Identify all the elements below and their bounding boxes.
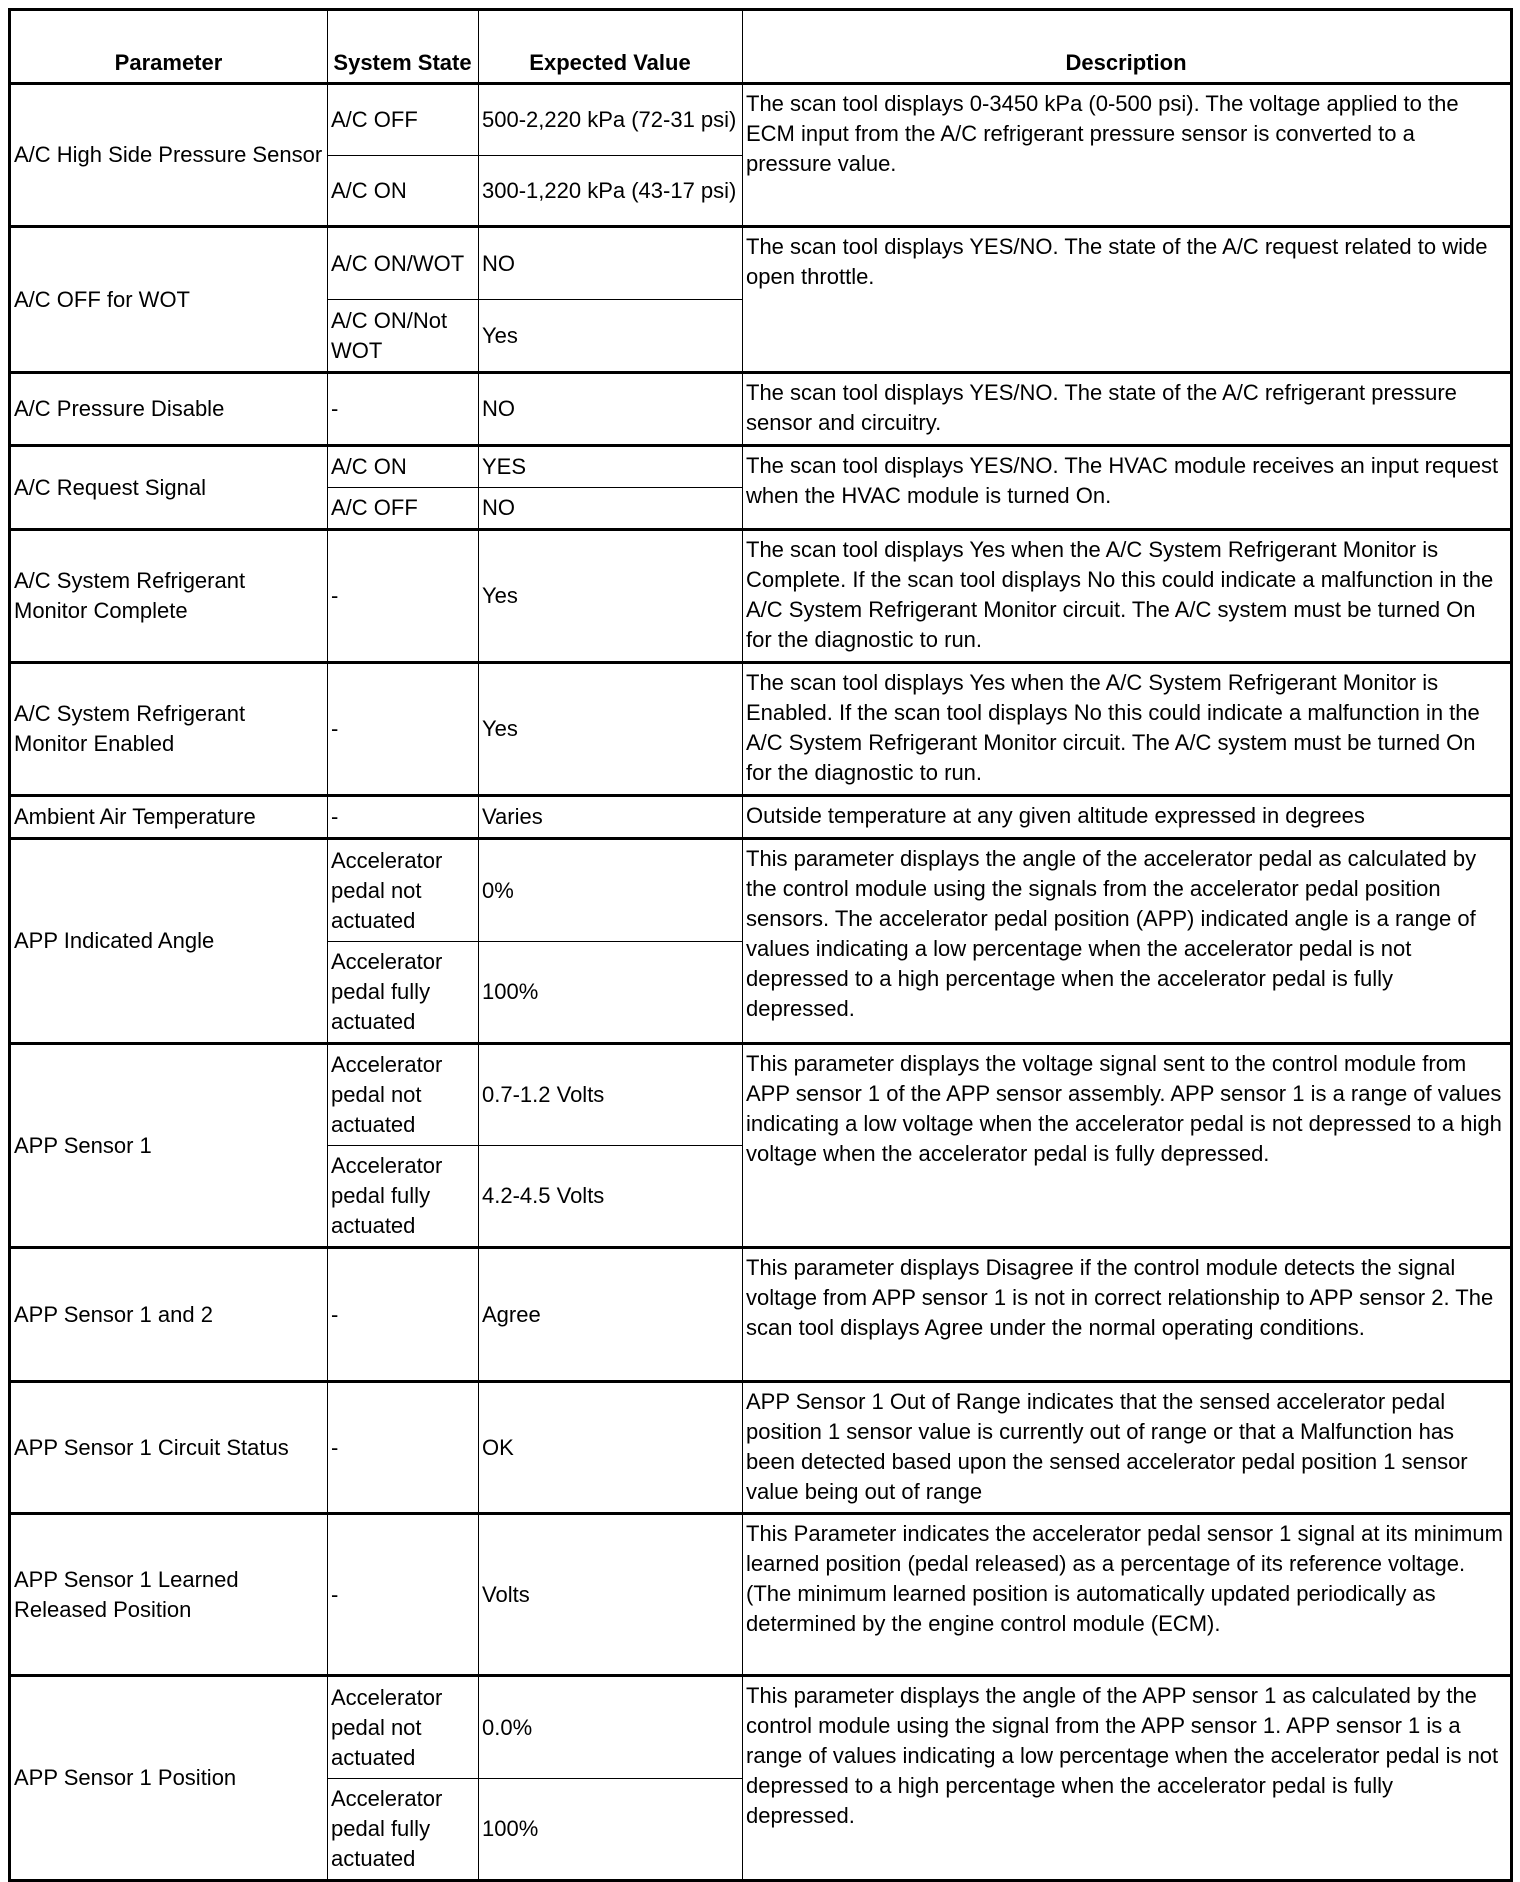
description: APP Sensor 1 Out of Range indicates that the sensed accelerator pedal position 1 sensor value is currently out of range or that a Malfunction has been detected based upon the sensed accelerator pedal position 1 sensor value being out of range <box>743 1382 1512 1514</box>
system-state: A/C ON/WOT <box>328 227 479 300</box>
description: The scan tool displays Yes when the A/C System Refrigerant Monitor is Complete. If the scan tool displays No this could indicate a malfunction in the A/C System Refrigerant Monitor circuit. The A/C system must be turned On for the diagnostic to run. <box>743 530 1512 663</box>
header-parameter: Parameter <box>10 10 328 84</box>
expected-value: 0.0% <box>479 1676 743 1779</box>
description: This parameter displays Disagree if the control module detects the signal voltage from APP sensor 1 is not in correct relationship to APP sensor 2. The scan tool displays Agree under the normal operating conditions. <box>743 1248 1512 1382</box>
system-state: - <box>328 1248 479 1382</box>
expected-value: 4.2-4.5 Volts <box>479 1146 743 1248</box>
description: This Parameter indicates the accelerator pedal sensor 1 signal at its minimum learned position (pedal released) as a percentage of its reference voltage. (The minimum learned position is automatically updated periodically as determined by the engine control module (ECM). <box>743 1514 1512 1676</box>
parameter-name: APP Sensor 1 Circuit Status <box>10 1382 328 1514</box>
expected-value: 300-1,220 kPa (43-17 psi) <box>479 156 743 227</box>
expected-value: OK <box>479 1382 743 1514</box>
system-state: A/C OFF <box>328 84 479 156</box>
description: The scan tool displays Yes when the A/C System Refrigerant Monitor is Enabled. If the scan tool displays No this could indicate a malfunction in the A/C System Refrigerant Monitor circuit. The A/C system must be turned On for the diagnostic to run. <box>743 663 1512 796</box>
table-row <box>10 373 1512 446</box>
header-expected-value: Expected Value <box>479 10 743 84</box>
system-state: A/C ON <box>328 446 479 488</box>
parameter-name: A/C System Refrigerant Monitor Complete <box>10 530 328 663</box>
expected-value: Yes <box>479 663 743 796</box>
table-row <box>10 1676 1512 1779</box>
description: The scan tool displays YES/NO. The HVAC module receives an input request when the HVAC module is turned On. <box>743 446 1512 530</box>
expected-value: Volts <box>479 1514 743 1676</box>
table-row <box>10 84 1512 156</box>
table-row <box>10 839 1512 942</box>
description: The scan tool displays YES/NO. The state of the A/C request related to wide open throttle. <box>743 227 1512 373</box>
expected-value: Yes <box>479 300 743 373</box>
expected-value: Varies <box>479 796 743 839</box>
table-row <box>10 1382 1512 1514</box>
table-row <box>10 796 1512 839</box>
parameter-name: Ambient Air Temperature <box>10 796 328 839</box>
expected-value: NO <box>479 227 743 300</box>
parameter-name: A/C Request Signal <box>10 446 328 530</box>
expected-value: 0.7-1.2 Volts <box>479 1044 743 1146</box>
system-state: Accelerator pedal not actuated <box>328 1044 479 1146</box>
header-description: Description <box>743 10 1512 84</box>
data-parameter-table <box>8 8 1513 1882</box>
parameter-name: APP Sensor 1 Position <box>10 1676 328 1881</box>
table-row <box>10 446 1512 488</box>
parameter-name: A/C System Refrigerant Monitor Enabled <box>10 663 328 796</box>
table-header-row <box>10 10 1512 84</box>
system-state: Accelerator pedal not actuated <box>328 1676 479 1779</box>
expected-value: Yes <box>479 530 743 663</box>
description: Outside temperature at any given altitude expressed in degrees <box>743 796 1512 839</box>
expected-value: YES <box>479 446 743 488</box>
system-state: - <box>328 663 479 796</box>
parameter-name: APP Sensor 1 <box>10 1044 328 1248</box>
table-row <box>10 663 1512 796</box>
expected-value: NO <box>479 488 743 530</box>
expected-value: Agree <box>479 1248 743 1382</box>
expected-value: 100% <box>479 1779 743 1881</box>
parameter-name: A/C High Side Pressure Sensor <box>10 84 328 227</box>
table-row <box>10 227 1512 300</box>
parameter-name: APP Indicated Angle <box>10 839 328 1044</box>
description: The scan tool displays YES/NO. The state of the A/C refrigerant pressure sensor and circuitry. <box>743 373 1512 446</box>
system-state: - <box>328 530 479 663</box>
system-state: Accelerator pedal fully actuated <box>328 1779 479 1881</box>
parameter-name: A/C OFF for WOT <box>10 227 328 373</box>
system-state: A/C ON/Not WOT <box>328 300 479 373</box>
parameter-name: A/C Pressure Disable <box>10 373 328 446</box>
expected-value: 500-2,220 kPa (72-31 psi) <box>479 84 743 156</box>
parameter-name: APP Sensor 1 Learned Released Position <box>10 1514 328 1676</box>
table-row <box>10 1248 1512 1382</box>
table-row <box>10 530 1512 663</box>
description: This parameter displays the angle of the accelerator pedal as calculated by the control module using the signals from the accelerator pedal position sensors. The accelerator pedal position (APP) indicated angle is a range of values indicating a low percentage when the accelerator pedal is not depressed to a high percentage when the accelerator pedal is fully depressed. <box>743 839 1512 1044</box>
system-state: Accelerator pedal not actuated <box>328 839 479 942</box>
system-state: - <box>328 1382 479 1514</box>
system-state: - <box>328 373 479 446</box>
system-state: Accelerator pedal fully actuated <box>328 942 479 1044</box>
system-state: - <box>328 1514 479 1676</box>
header-system-state: System State <box>328 10 479 84</box>
system-state: A/C ON <box>328 156 479 227</box>
table-row <box>10 1044 1512 1146</box>
description: The scan tool displays 0-3450 kPa (0-500 psi). The voltage applied to the ECM input from the A/C refrigerant pressure sensor is converted to a pressure value. <box>743 84 1512 227</box>
expected-value: 100% <box>479 942 743 1044</box>
system-state: - <box>328 796 479 839</box>
table-row <box>10 1514 1512 1676</box>
expected-value: 0% <box>479 839 743 942</box>
description: This parameter displays the voltage signal sent to the control module from APP sensor 1 of the APP sensor assembly. APP sensor 1 is a range of values indicating a low voltage when the accelerator pedal is not depressed to a high voltage when the accelerator pedal is fully depressed. <box>743 1044 1512 1248</box>
expected-value: NO <box>479 373 743 446</box>
system-state: A/C OFF <box>328 488 479 530</box>
description: This parameter displays the angle of the APP sensor 1 as calculated by the control module using the signal from the APP sensor 1. APP sensor 1 is a range of values indicating a low percentage when the accelerator pedal is not depressed to a high percentage when the accelerator pedal is fully depressed. <box>743 1676 1512 1881</box>
system-state: Accelerator pedal fully actuated <box>328 1146 479 1248</box>
parameter-name: APP Sensor 1 and 2 <box>10 1248 328 1382</box>
